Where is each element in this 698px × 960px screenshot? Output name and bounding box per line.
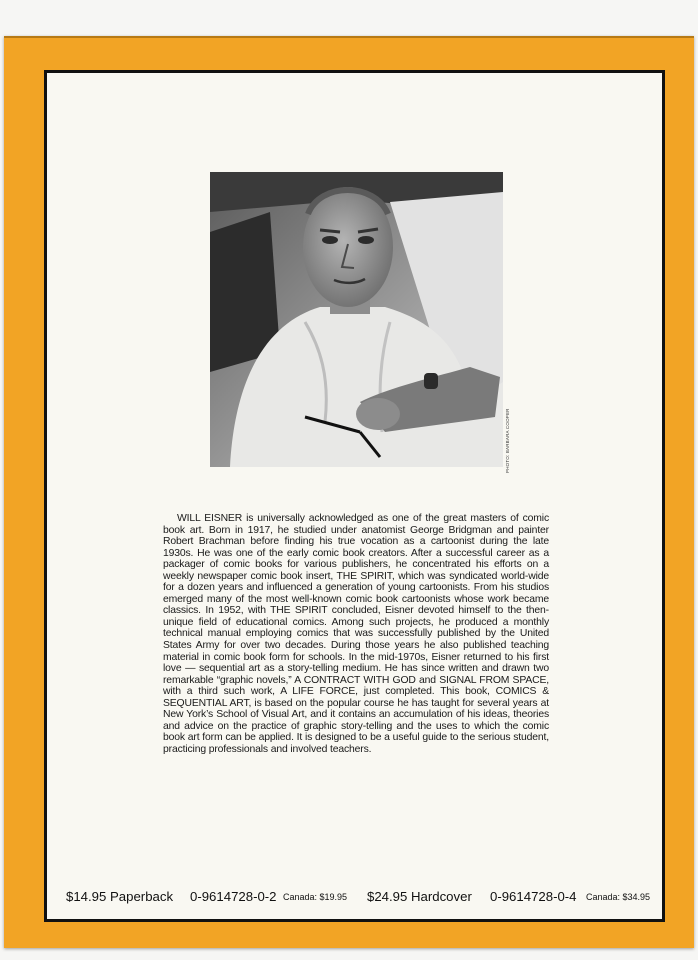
cover-inner-panel: [44, 70, 665, 922]
paperback-isbn: 0-9614728-0-2: [190, 889, 277, 904]
photo-credit: PHOTO: BARBARA COOPER: [505, 408, 510, 473]
price-line: [47, 889, 662, 909]
hardcover-isbn: 0-9614728-0-4: [490, 889, 577, 904]
author-portrait-image: [210, 172, 503, 467]
book-back-cover: [4, 36, 694, 948]
paperback-canada-price: Canada: $19.95: [283, 892, 348, 902]
hardcover-canada-price: Canada: $34.95: [586, 892, 651, 902]
author-photo: [210, 172, 503, 467]
paperback-price: $14.95 Paperback: [66, 889, 174, 904]
author-biography: WILL EISNER is universally acknowledged as one of the great masters of comic book art. Born in 1917, he studied under anatomist George Bridgman and painter Robert Brachman before finding his true vocation as a cartoonist during the late 1930s. He was one of the early comic book creators. After a successful career as a packager of comic books for various publishers, he concentrated his efforts on a weekly newspaper comic book insert, THE SPIRIT, which was syndicated world-wide for a dozen years and influenced a generation of young cartoonists. From his studios emerged many of the most well-known comic book cartoonists whose work became classics. In 1952, with THE SPIRIT concluded, Eisner devoted himself to the then-unique field of educational comics. Among such projects, he produced a monthly technical manual employing comics that was successfully published by the United States Army for over two decades. During those years he also published teaching material in comic book form for schools. In the mid-1970s, Eisner returned to his first love — sequential art as a story-telling medium. He has since written and drawn two remarkable “graphic novels,” A CONTRACT WITH GOD and SIGNAL FROM SPACE, with a third such work, A LIFE FORCE, just completed. This book, COMICS & SEQUENTIAL ART, is based on the popular course he has taught for several years at New York’s School of Visual Art, and it contains an accumulation of his ideas, theories and advice on the practice of graphic story-telling and the uses to which the comic book art form can be applied. It is designed to be a useful guide to the serious student, practicing professionals and involved teachers.: [163, 513, 549, 755]
hardcover-price: $24.95 Hardcover: [367, 889, 472, 904]
